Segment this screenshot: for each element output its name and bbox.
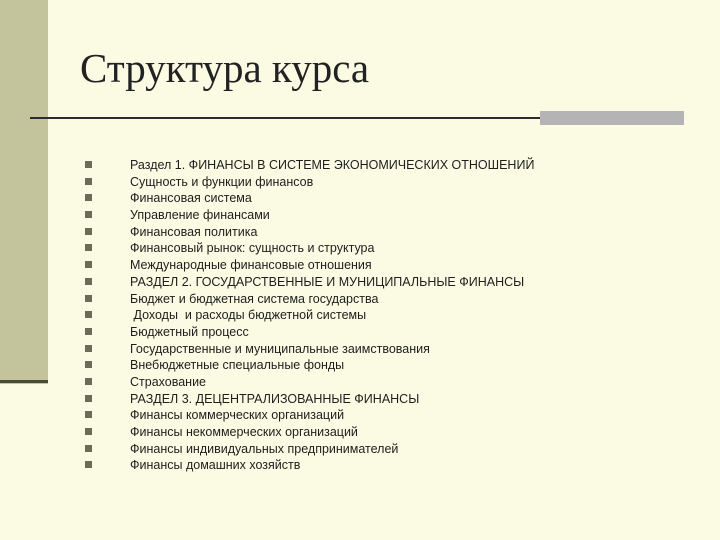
list-item-text: РАЗДЕЛ 2. ГОСУДАРСТВЕННЫЕ И МУНИЦИПАЛЬНЫЕ ФИНАНСЫ (130, 274, 525, 289)
side-decoration-cap (0, 380, 48, 383)
square-bullet-icon (85, 278, 92, 285)
list-item-text: Государственные и муниципальные заимствования (130, 341, 430, 356)
list-item-text: Управление финансами (130, 208, 270, 223)
list-item-text: Внебюджетные специальные фонды (130, 358, 345, 373)
list-item-text: Финансы домашних хозяйств (130, 458, 301, 473)
list-item-text: Страхование (130, 374, 207, 389)
list-item-text: Сущность и функции финансов (130, 174, 314, 189)
square-bullet-icon (85, 411, 92, 418)
square-bullet-icon (85, 328, 92, 335)
list-item-text: Финансы индивидуальных предпринимателей (130, 441, 399, 456)
square-bullet-icon (85, 445, 92, 452)
list-item-text: Финансовый рынок: сущность и структура (130, 241, 375, 256)
list-item-text: Финансы некоммерческих организаций (130, 425, 358, 439)
square-bullet-icon (85, 211, 92, 218)
square-bullet-icon (85, 244, 92, 251)
list-item-text: Финансовая система (130, 191, 252, 206)
list-item-text: Финансовая политика (130, 224, 258, 239)
square-bullet-icon (85, 261, 92, 268)
list-item-text: Бюджетный процесс (130, 324, 249, 339)
list-item-text: Бюджет и бюджетная система государства (130, 291, 379, 306)
slide-title: Структура курса (80, 45, 370, 91)
square-bullet-icon (85, 228, 92, 235)
list-item-text: РАЗДЕЛ 3. ДЕЦЕНТРАЛИЗОВАННЫЕ ФИНАНСЫ (130, 391, 420, 406)
list-item-text: Раздел 1. ФИНАНСЫ В СИСТЕМЕ ЭКОНОМИЧЕСКИХ ОТНОШЕНИЙ (130, 158, 535, 172)
square-bullet-icon (85, 361, 92, 368)
square-bullet-icon (85, 461, 92, 468)
square-bullet-icon (85, 345, 92, 352)
square-bullet-icon (85, 194, 92, 201)
square-bullet-icon (85, 428, 92, 435)
list-item-text: Доходы и расходы бюджетной системы (130, 308, 367, 323)
square-bullet-icon (85, 311, 92, 318)
list-item-text: Международные финансовые отношения (130, 258, 372, 273)
square-bullet-icon (85, 178, 92, 185)
square-bullet-icon (85, 161, 92, 168)
square-bullet-icon (85, 295, 92, 302)
square-bullet-icon (85, 378, 92, 385)
square-bullet-icon (85, 395, 92, 402)
list-item-text: Финансы коммерческих организаций (130, 408, 345, 423)
side-decoration-bar (0, 0, 48, 384)
title-underline-accent (540, 111, 684, 125)
